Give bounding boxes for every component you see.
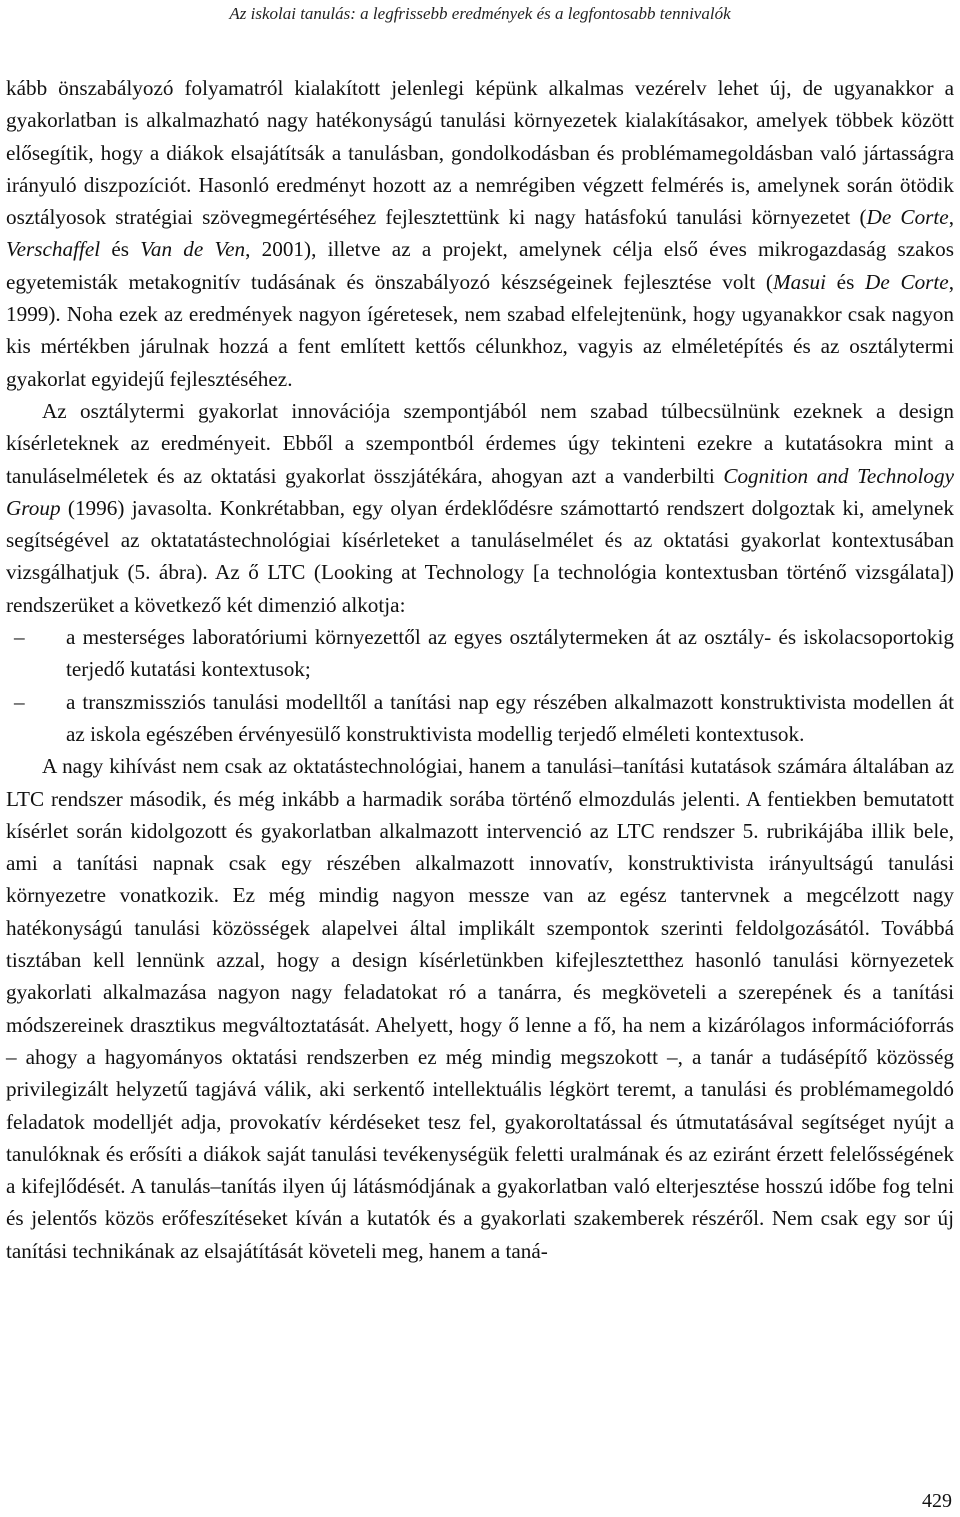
list-item [6, 686, 954, 751]
page-number: 429 [922, 1490, 952, 1512]
body-text [6, 72, 954, 1267]
citation-separator: , [948, 205, 954, 230]
paragraph-1 [6, 72, 954, 395]
paragraph-2-text: Az osztálytermi gyakorlat innovációja szempontjából nem szabad túlbecsülnünk ezeknek a design kísérleteknek az eredményeit. Ebből a szempontból érdemes úgy tekinteni ezekre a kutatásokra mint a tanuláselméletek és az oktatási gyakorlat összjátékára, ahogyan azt a vanderbilti [6, 398, 954, 488]
citation-author: Masui [772, 269, 826, 294]
paragraph-2-text: (1996) javasolta. Konkrétabban, egy olyan érdeklődésre számottartó rendszert dolgoztak ki, amelynek segítségével az oktatatástechnológiai kísérleteket a tanuláselmélet és az oktatási gyakorlat kontextusában vizsgálhatjuk (5. ábra). Az ő LTC (Looking at Technology [a technológia kontextusban történő vizsgálata]) rendszerüket a következő két dimenzió alkotja: [6, 495, 954, 617]
paragraph-1-text: , 2001), illetve az a projekt, amelynek célja első éves mikrogazdaság szakos egyetemisták metakognitív tudásának és önszabályozó készségeinek fejlesztése volt ( [6, 237, 955, 294]
dimension-list [6, 621, 954, 750]
citation-separator: és [100, 237, 141, 262]
paragraph-3: A nagy kihívást nem csak az oktatástechnológiai, hanem a tanulási–tanítási kutatások számára általában az LTC rendszer második, és még inkább a harmadik sorába történő elmozdulás jelenti. A fentiekben bemutatott kísérlet során kidolgozott és gyakorlatban alkalmazott intervenció az LTC rendszer 5. rubrikájába illik bele, ami a tanítási napnak csak egy részében alkalmazott innovatív, konstruktivista irányultságú tanulási környezetre vonatkozik. Ez még mindig nagyon messze van az egész tantervnek a megcélzott nagy hatékonyságú tanulási közösségek alapelvei által implikált szempontok szerinti feldolgozásától. Továbbá tisztában kell lennünk azzal, hogy a design kísérletünkben kifejlesztetthez hasonló tanulási környezetek gyakorlati alkalmazása nagyon nagy feladatokat ró a tanárra, és megköveteli a szerepének és a tanítási módszereinek drasztikus megváltoztatását. Ahelyett, hogy ő lenne a fő, ha nem a kizárólagos információforrás – ahogy a hagyományos oktatási rendszerben ez még mindig megszokott –, a tanár a tudásépítő közösség privilegizált helyzetű tagjává válik, aki serkentő intellektuális légkört teremt, a tanulási és problémamegoldó feladatok modelljét adja, provokatív kérdéseket tesz fel, gyakoroltatással és útmutatásával segítséget nyújt a tanulóknak és erősíti a diákok saját tanulási tevékenységük feletti uralmának és az eziránt érzett felelősségének a kifejlődését. A tanulás–tanítás ilyen új látásmódjának a gyakorlatban való elterjesztése hosszú időbe fog telni és jelentős közös erőfeszítéseket kíván a kutatók és a gyakorlati szakemberek részéről. Nem csak egy sor új tanítási technikának az elsajátítását követeli meg, hanem a taná- [6, 754, 954, 1263]
dash-bullet: – [14, 689, 25, 714]
running-header: Az iskolai tanulás: a legfrissebb eredmények és a legfontosabb tennivalók [229, 4, 731, 23]
list-item-text: a transzmissziós tanulási modelltől a tanítási nap egy részében alkalmazott konstruktivista modellen át az iskola egészében érvényesülő konstruktivista modellig terjedő elméleti kontextusok. [66, 689, 954, 746]
paragraph-2 [6, 395, 954, 621]
dash-bullet: – [14, 625, 25, 650]
group-name: Cognition and Technology Group [6, 463, 954, 520]
list-item-text: a mesterséges laboratóriumi környezettől az egyes osztálytermeken át az osztály- és iskolacsoportokig terjedő kutatási kontextusok; [66, 625, 954, 682]
citation-author: De Corte [865, 269, 949, 294]
citation-author: Verschaffel [6, 237, 101, 262]
citation-author: De Corte [866, 205, 949, 230]
list-item [6, 621, 954, 686]
citation-separator: és [825, 269, 866, 294]
paragraph-1-text: , 1999). Noha ezek az eredmények nagyon ígéretesek, nem szabad elfelejtenünk, hogy ugyanakkor csak nagyon kis mértékben járulnak hozzá a fent említett kettős célunkhoz, vagyis az elméletépítés és az osztálytermi gyakorlat egyidejű fejlesztéséhez. [6, 269, 955, 391]
citation-author: Van de Ven [140, 237, 246, 262]
paragraph-1-text: kább önszabályozó folyamatról kialakított jelenlegi képünk alkalmas vezérelv lehet új, de ugyanakkor a gyakorlatban is alkalmazható nagy hatékonyságú tanulási környezetek kialakításakor, amelyek többek között elősegítik, hogy a diákok elsajátítsák a tanulásban, gondolkodásban és problémamegoldásban való jártasságra irányuló diszpozíciót. Hasonló eredményt hozott az a nemrégiben végzett felmérés is, amelynek során ötödik osztályosok stratégiai szövegmegértéséhez fejlesztettünk ki nagy hatásfokú tanulási környezetet ( [6, 76, 954, 230]
